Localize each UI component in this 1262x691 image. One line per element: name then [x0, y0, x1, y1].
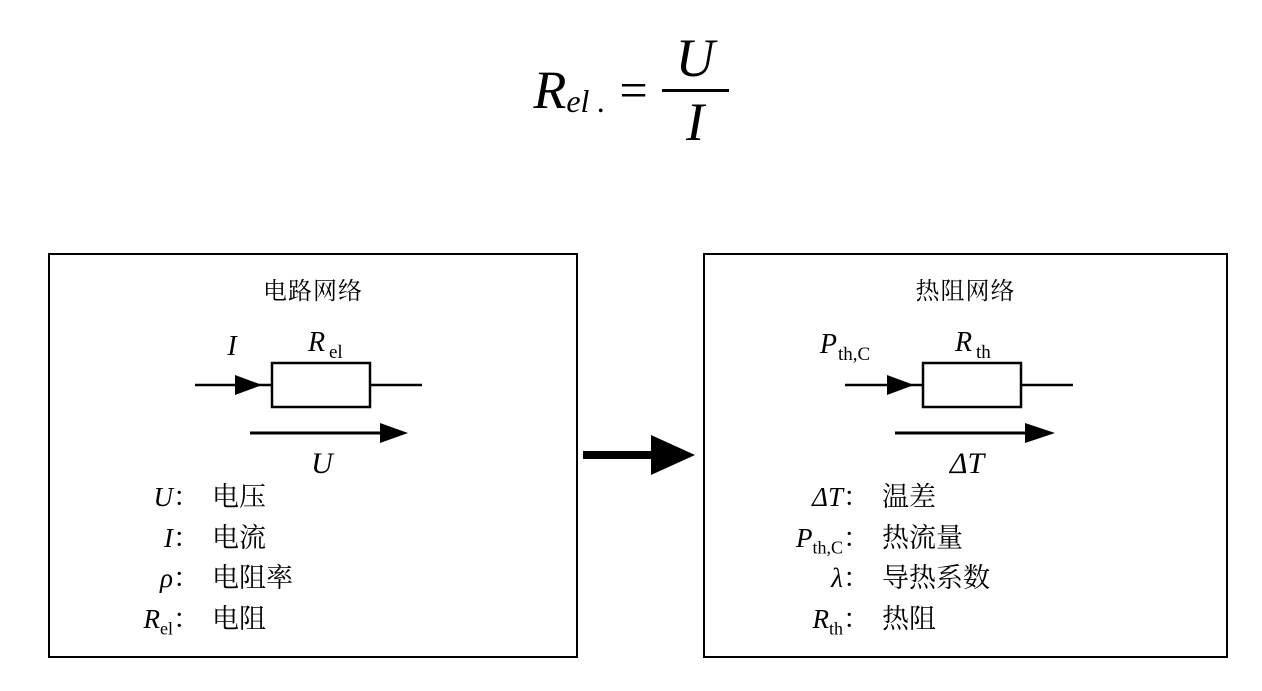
legend-text: 热流量	[882, 522, 963, 553]
legend-item	[705, 602, 1226, 640]
svg-text:R: R	[308, 327, 326, 358]
svg-text:ΔT: ΔT	[949, 447, 985, 480]
legend-item	[50, 521, 576, 559]
equation-row	[533, 28, 728, 152]
equation-lhs-subscript: el .	[566, 83, 606, 120]
legend-symbol: $R_{th}$：	[812, 603, 870, 638]
legend-item	[50, 561, 576, 599]
legend-item	[50, 602, 576, 640]
svg-text:th,C: th,C	[838, 344, 871, 365]
equation-fraction	[662, 28, 729, 152]
panel-thermal-network	[703, 253, 1228, 658]
legend-item	[705, 521, 1226, 559]
analogy-arrow-icon	[583, 425, 703, 485]
legend-symbol: I：	[164, 522, 200, 553]
legend-item	[50, 480, 576, 518]
legend-text: 电阻	[212, 603, 266, 634]
panel-electrical-network	[48, 253, 578, 658]
equation-lhs-symbol: R	[533, 60, 567, 121]
legend-symbol: $P_{th,C}$：	[795, 522, 870, 558]
legend-text: 导热系数	[882, 563, 990, 594]
electrical-circuit-diagram	[50, 325, 576, 480]
thermal-circuit-diagram	[705, 325, 1226, 480]
panel-right-title: 热阻网络	[915, 278, 1016, 305]
equation-electrical-resistance	[0, 28, 1262, 152]
legend-text: 电压	[212, 482, 266, 513]
equals-sign: =	[619, 62, 648, 119]
svg-text:I: I	[227, 331, 237, 362]
equation-lhs	[533, 60, 606, 121]
legend-text: 电阻率	[212, 563, 293, 594]
legend-text: 温差	[882, 482, 936, 513]
fraction-numerator: U	[675, 28, 715, 88]
legend-symbol: ρ：	[160, 563, 200, 594]
svg-text:th: th	[976, 342, 991, 363]
panel-left-title: 电路网络	[263, 278, 363, 305]
svg-text:P: P	[819, 329, 837, 360]
legend-thermal	[705, 480, 1226, 640]
legend-symbol: U：	[153, 482, 200, 513]
fraction-denominator: I	[686, 91, 705, 152]
legend-text: 电流	[212, 522, 266, 553]
legend-item	[705, 561, 1226, 599]
svg-text:U: U	[311, 447, 333, 480]
legend-symbol: $R_{el}$：	[143, 603, 200, 638]
legend-symbol: λ：	[831, 563, 870, 594]
svg-text:el: el	[329, 342, 343, 363]
svg-text:R: R	[955, 327, 973, 358]
legend-symbol: ΔT：	[812, 482, 870, 513]
legend-electrical	[50, 480, 576, 640]
legend-text: 热阻	[882, 603, 936, 634]
legend-item	[705, 480, 1226, 518]
